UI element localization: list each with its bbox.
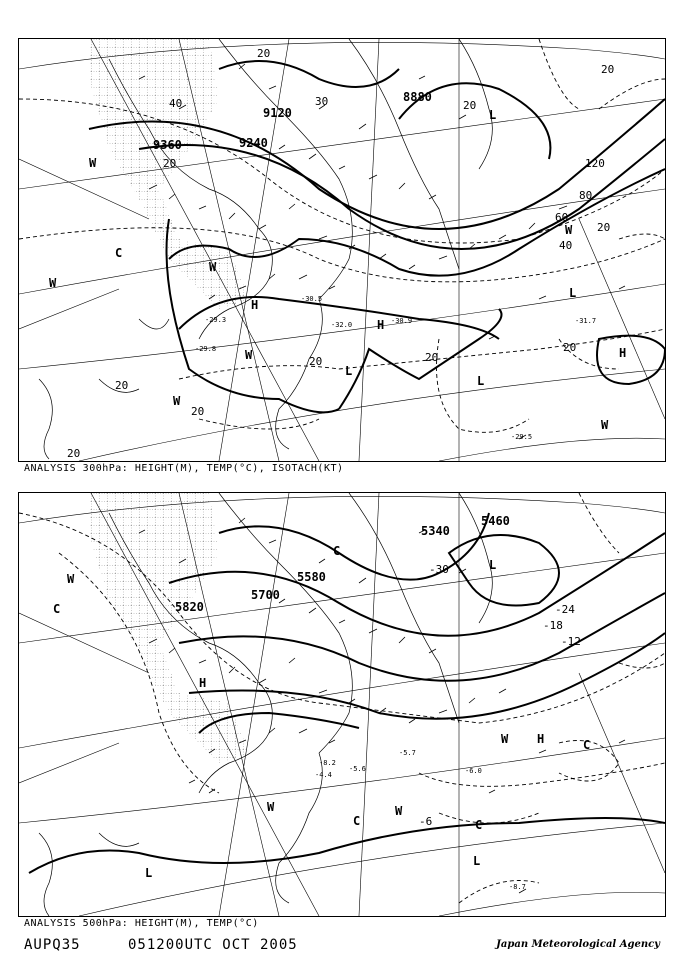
isotach-label: 80 [579, 189, 593, 202]
station-temp: -31.7 [575, 317, 597, 325]
hatched-region [89, 39, 249, 309]
cold-marker: C [53, 602, 61, 616]
high-center: H [619, 346, 627, 360]
chart-300hpa-panel [18, 38, 666, 462]
isotach-label: 60 [555, 211, 569, 224]
low-center: L [477, 374, 485, 388]
station-temp: -29.5 [511, 433, 533, 441]
isotach-label: 20 [309, 355, 323, 368]
valid-time: 051200UTC OCT 2005 [128, 937, 298, 953]
warm-marker: W [89, 156, 97, 170]
isotach-label: 120 [585, 157, 605, 170]
cold-marker: C [583, 738, 591, 752]
isotach-label: 20 [425, 351, 439, 364]
high-center: H [377, 318, 385, 332]
low-center: L [489, 558, 497, 572]
height-label-1: 9120 [263, 106, 292, 120]
isotach-label: 20 [601, 63, 615, 76]
warm-marker: W [395, 804, 403, 818]
warm-marker: W [565, 223, 573, 237]
cold-marker: C [333, 544, 341, 558]
station-temp: -5.6 [349, 765, 366, 773]
hatched-region [89, 493, 249, 763]
cold-marker: C [115, 246, 123, 260]
isotach-label: 40 [169, 97, 183, 110]
height-label-4: 8880 [403, 90, 432, 104]
high-center: H [537, 732, 545, 746]
cold-marker: C [475, 818, 483, 832]
map-500hpa [19, 493, 665, 916]
station-temp: -6.0 [465, 767, 482, 775]
agency-credit: Japan Meteorological Agency [496, 939, 660, 950]
warm-marker: W [173, 394, 181, 408]
isotach-label: 20 [191, 405, 205, 418]
station-temp: -30.9 [391, 317, 413, 325]
height-label-1: 5580 [297, 570, 326, 584]
caption-500hpa: ANALYSIS 500hPa: HEIGHT(M), TEMP(°C) [24, 918, 259, 929]
isotach-label: 20 [257, 47, 271, 60]
height-label-3: 9360 [153, 138, 182, 152]
high-center: H [199, 676, 207, 690]
isotach-label: 20 [67, 447, 81, 460]
isotach-label: 20 [597, 221, 611, 234]
warm-marker: W [209, 260, 217, 274]
low-center: L [489, 108, 497, 122]
height-label-3: 5820 [175, 600, 204, 614]
temp-label: -12 [561, 635, 581, 648]
temp-label: -24 [555, 603, 575, 616]
height-label-4: 5340 [421, 524, 450, 538]
isotach-label: 30 [315, 95, 329, 108]
height-label-5: 5460 [481, 514, 510, 528]
chart-500hpa-panel [18, 492, 666, 917]
high-center: H [251, 298, 259, 312]
warm-marker: W [49, 276, 57, 290]
warm-marker: W [67, 572, 75, 586]
low-center: L [473, 854, 481, 868]
isotach-label: 20 [163, 157, 177, 170]
caption-300hpa: ANALYSIS 300hPa: HEIGHT(M), TEMP(°C), ISOTACH(KT) [24, 463, 344, 474]
station-temp: -29.3 [205, 316, 227, 324]
product-code: AUPQ35 [24, 937, 81, 953]
cold-marker: C [353, 814, 361, 828]
low-center: L [569, 286, 577, 300]
temp-label: -6 [419, 815, 433, 828]
warm-marker: W [601, 418, 609, 432]
height-label-2: 5700 [251, 588, 280, 602]
isotach-label: 40 [559, 239, 573, 252]
warm-marker: W [267, 800, 275, 814]
station-temp: -8.7 [509, 883, 526, 891]
station-temp: -29.8 [195, 345, 217, 353]
warm-marker: W [245, 348, 253, 362]
station-temp: -30.5 [301, 295, 323, 303]
isotach-label: 20 [463, 99, 477, 112]
height-label-2: 9240 [239, 136, 268, 150]
warm-marker: W [501, 732, 509, 746]
station-temp: -32.0 [331, 321, 353, 329]
station-temp: -5.7 [399, 749, 416, 757]
temp-label: -30 [429, 563, 449, 576]
temp-label: -18 [543, 619, 563, 632]
map-300hpa [19, 39, 665, 461]
low-center: L [145, 866, 153, 880]
isotach-label: 20 [563, 341, 577, 354]
station-temp: -4.4 [315, 771, 332, 779]
low-center: L [345, 364, 353, 378]
isotach-label: 20 [115, 379, 129, 392]
station-temp: -8.2 [319, 759, 336, 767]
